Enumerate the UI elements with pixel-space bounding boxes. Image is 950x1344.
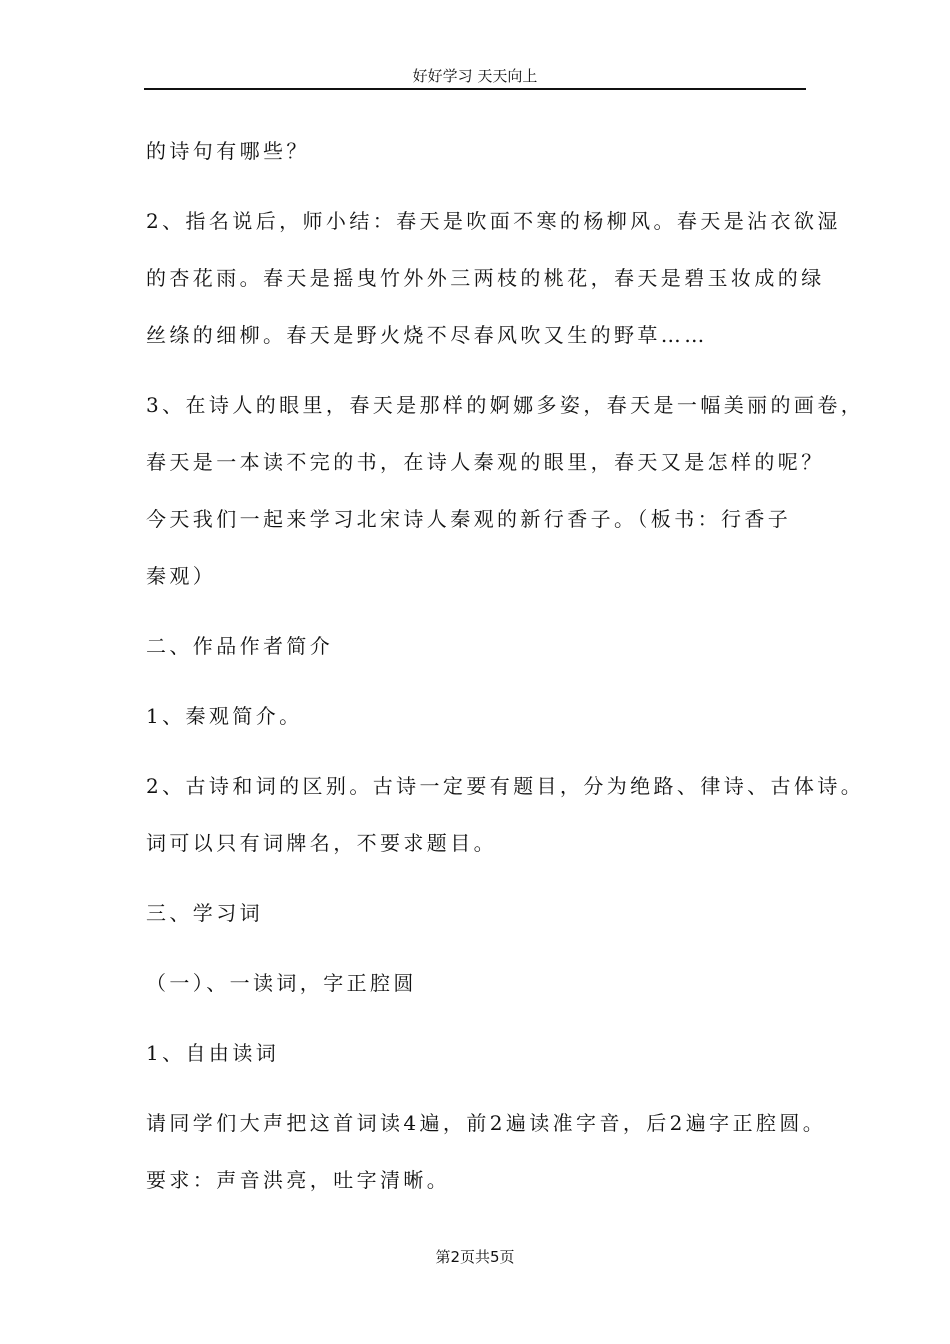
text-line: 今天我们一起来学习北宋诗人秦观的新行香子。（板书：行香子 (146, 507, 792, 531)
text-line: 秦观） (146, 564, 217, 588)
page-header: 好好学习 天天向上 (412, 67, 538, 85)
header-divider (144, 88, 806, 90)
text-line: 的杏花雨。春天是摇曳竹外外三两枝的桃花，春天是碧玉妆成的绿 (146, 266, 825, 290)
text-line: 2、指名说后，师小结：春天是吹面不寒的杨柳风。春天是沾衣欲湿 (146, 209, 841, 233)
sub-heading: （一）、一读词，字正腔圆 (146, 971, 417, 995)
section-heading: 三、学习词 (146, 901, 263, 925)
text-line: 的诗句有哪些？ (146, 139, 310, 163)
text-line: 春天是一本读不完的书，在诗人秦观的眼里，春天又是怎样的呢？ (146, 450, 825, 474)
text-line: 1、秦观简介。 (146, 704, 303, 728)
text-line: 请同学们大声把这首词读4遍，前2遍读准字音，后2遍字正腔圆。 (146, 1111, 827, 1135)
section-heading: 二、作品作者简介 (146, 634, 334, 658)
text-line: 丝绦的细柳。春天是野火烧不尽春风吹又生的野草…… (146, 323, 708, 347)
page-number: 第2页共5页 (435, 1248, 515, 1266)
text-line: 词可以只有词牌名，不要求题目。 (146, 831, 497, 855)
text-line: 2、古诗和词的区别。古诗一定要有题目，分为绝路、律诗、古体诗。 (146, 774, 865, 798)
text-line: 3、在诗人的眼里，春天是那样的婀娜多姿，春天是一幅美丽的画卷， (146, 393, 865, 417)
text-line: 要求：声音洪亮，吐字清晰。 (146, 1168, 451, 1192)
text-line: 1、自由读词 (146, 1041, 280, 1065)
